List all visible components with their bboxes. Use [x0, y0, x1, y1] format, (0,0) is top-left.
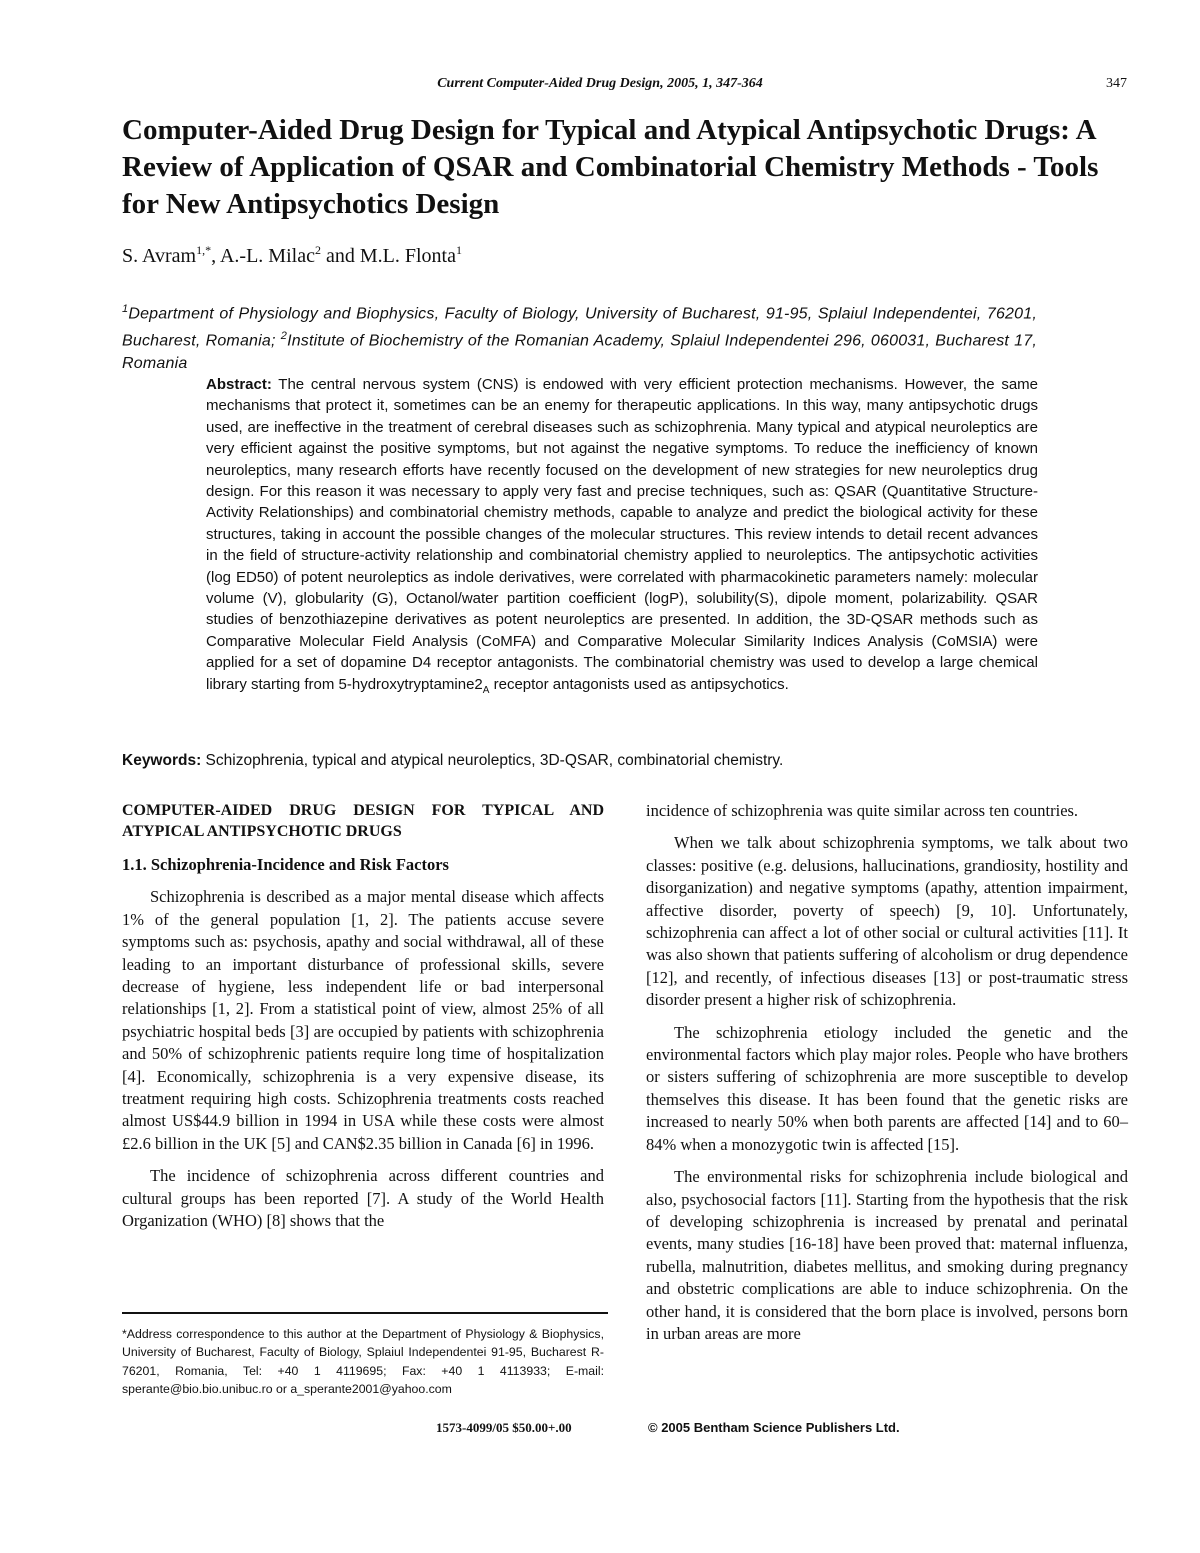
body-paragraph: The schizophrenia etiology included the genetic and the environmental factors which play major roles. People who have brothers or sisters suffering of schizophrenia are more susceptible to develop themselves this disease. It has been found that the genetic risks are increased to nearly 50% when both parents are affected [14] and to 60–84% when a monozygotic twin is affected [15]. [646, 1022, 1128, 1154]
affiliations [122, 298, 1037, 375]
paper-title: Computer-Aided Drug Design for Typical and Atypical Antipsychotic Drugs: A Review of Application of QSAR and Combinatorial Chemistry Methods - Tools for New Antipsychotics Design [122, 114, 1099, 220]
page-number: 347 [1106, 76, 1127, 91]
body-paragraph: Schizophrenia is described as a major mental disease which affects 1% of the general population [1, 2]. The patients accuse severe symptoms such as: psychosis, apathy and social withdrawal, all of these leading to an important disturbance of professional skills, severe decrease of hygiene, less independent life or bad interpersonal relationships [1, 2]. From a statistical point of view, almost 25% of all psychiatric hospital beds [3] are occupied by patients with schizophrenia and 50% of schizophrenic patients require long time of hospitalization [4]. Economically, schizophrenia is a very expensive disease, its treatment requiring high costs. Schizophrenia treatments costs reached almost US$44.9 billion in 1994 in USA while these costs were almost £2.6 billion in the UK [5] and CAN$2.35 billion in Canada [6] in 1996. [122, 887, 604, 1153]
body-paragraph: incidence of schizophrenia was quite similar across ten countries. [646, 801, 1079, 820]
affiliation-marker: 2 [280, 330, 288, 343]
abstract-subscript: A [482, 684, 490, 696]
keywords-label: Keywords: [122, 752, 202, 769]
left-column [122, 800, 604, 1243]
keywords [122, 750, 1037, 772]
body-paragraph: When we talk about schizophrenia symptoms, we talk about two classes: positive (e.g. delusions, hallucinations, grandiosity, hostility and disorganization) and negative symptoms (apathy, attention impairment, affective disorder, poverty of speech) [9, 10]. Unfortunately, schizophrenia can affect a lot of other social or cultural activities [11]. It was also shown that patients suffering of alcoholism or drug dependence [12], and recently, of infectious diseases [13] or post-traumatic stress disorder present a higher risk of schizophrenia. [646, 833, 1128, 1010]
footnote-divider [122, 1312, 608, 1314]
abstract-text: The central nervous system (CNS) is endowed with very efficient protection mechanisms. However, the same mechanisms that protect it, sometimes can be an enemy for therapeutic applications. In this way, many antipsychotic drugs used, are ineffective in the treatment of cerebral diseases such as schizophrenia. Many typical and atypical neuroleptics are very efficient against the positive symptoms, but not against the negative symptoms. To reduce the inefficiency of known neuroleptics, many research efforts have recently focused on the development of new strategies for new neuroleptics drug design. For this reason it was necessary to apply very fast and precise techniques, such as: QSAR (Quantitative Structure-Activity Relationships) and combinatorial chemistry methods, capable to analyze and predict the biological activity for these structures, taking in account the possible changes of the molecular structures. This review intends to detail recent advances in the field of structure-activity relationship and combinatorial chemistry applied to neuroleptics. The antipsychotic activities (log ED50) of potent neuroleptics as indole derivatives, were correlated with pharmacokinetic parameters namely: molecular volume (V), globularity (G), Octanol/water partition coefficient (logP), solubility(S), dipole moment, polarizability. QSAR studies of benzothiazepine derivatives as potent neuroleptics are presented. In addition, the 3D-QSAR methods such as Comparative Molecular Field Analysis (CoMFA) and Comparative Molecular Similarity Indices Analysis (CoMSIA) were applied for a set of dopamine D4 receptor antagonists. The combinatorial chemistry was used to develop a large chemical library starting from 5-hydroxytryptamine2 [206, 376, 1038, 693]
author-superscript: 2 [314, 243, 321, 257]
author-superscript: 1,* [196, 243, 212, 257]
author-name: and M.L. Flonta [320, 245, 456, 267]
affiliation-marker: 1 [122, 303, 129, 315]
author-list [122, 243, 462, 268]
running-head: Current Computer-Aided Drug Design, 2005, 1, 347-364 [437, 76, 763, 91]
author-name: S. Avram [122, 245, 197, 267]
abstract [206, 374, 1038, 701]
body-paragraph: The incidence of schizophrenia across different countries and cultural groups has been reported [7]. A study of the World Health Organization (WHO) [8] shows that the [122, 1166, 604, 1231]
footer-copyright: © 2005 Bentham Science Publishers Ltd. [648, 1420, 900, 1435]
abstract-text-end: receptor antagonists used as antipsychotics. [489, 675, 789, 693]
author-superscript: 1 [455, 243, 462, 257]
author-name: , A.-L. Milac [211, 245, 315, 267]
affiliation-text: Department of Physiology and Biophysics, Faculty of Biology, University of Bucharest, 91-95, Splaiul Independentei, 76201, Bucharest, Romania; [122, 305, 1037, 350]
correspondence-footnote: *Address correspondence to this author at the Department of Physiology & Biophysics, University of Bucharest, Faculty of Biology, Splaiul Independentei 91-95, Bucharest R-76201, Romania, Tel: +40 1 4119695; Fax: +40 1 4113933; E-mail: sperante@bio.bio.unibuc.ro or a_sperante2001@yahoo.com [122, 1327, 604, 1396]
body-paragraph: The environmental risks for schizophrenia include biological and also, psychosocial factors [11]. Starting from the hypothesis that the risk of developing schizophrenia is increased by prenatal and perinatal events, many studies [16-18] have been proved that: maternal influenza, rubella, malnutrition, diabetes mellitus, and smoking during pregnancy and obstetric complications are able to induce schizophrenia. On the other hand, it is considered that the born place is involved, persons born in urban areas are more [646, 1167, 1128, 1343]
abstract-label: Abstract: [206, 376, 272, 393]
affiliation-text: Institute of Biochemistry of the Romanian Academy, Splaiul Independentei 296, 060031, Bucharest 17, Romania [122, 332, 1037, 372]
subsection-heading: 1.1. Schizophrenia-Incidence and Risk Factors [122, 855, 449, 874]
section-heading: COMPUTER-AIDED DRUG DESIGN FOR TYPICAL AND ATYPICAL ANTIPSYCHOTIC DRUGS [122, 802, 604, 840]
keywords-text: Schizophrenia, typical and atypical neuroleptics, 3D-QSAR, combinatorial chemistry. [201, 752, 784, 769]
right-column [646, 800, 1128, 1355]
footer-issn: 1573-4099/05 $50.00+.00 [436, 1420, 572, 1435]
